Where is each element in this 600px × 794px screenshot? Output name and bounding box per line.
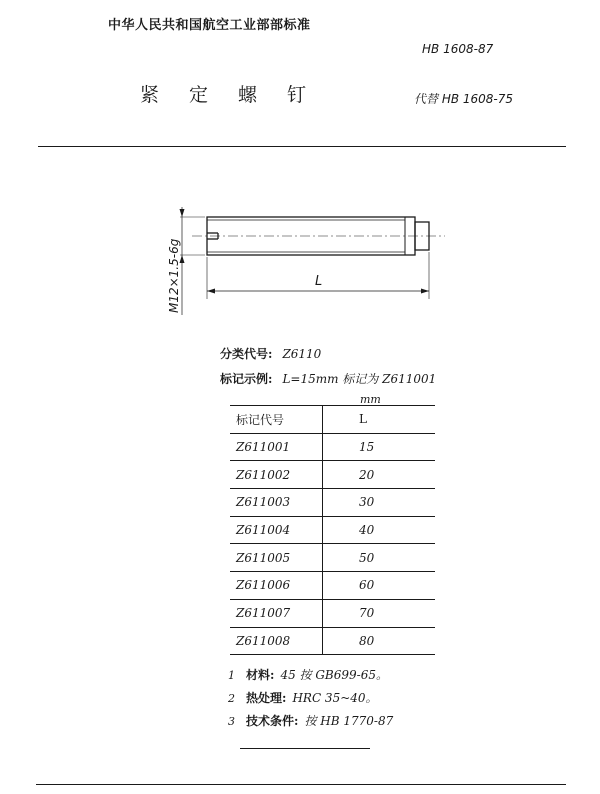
note-item: 1 材料: 45 按 GB699-65。 xyxy=(228,668,388,682)
organization-header: 中华人民共和国航空工业部部标准 xyxy=(108,18,311,33)
table-unit: mm xyxy=(360,393,381,406)
dimension-table xyxy=(230,405,435,655)
length-label: L xyxy=(315,274,323,289)
class-code-value: Z6110 xyxy=(282,347,322,361)
end-rule xyxy=(240,748,370,749)
row-length: 30 xyxy=(323,489,436,517)
header-code: 标记代号 xyxy=(230,406,323,434)
top-divider xyxy=(38,146,566,147)
table-row xyxy=(230,599,435,627)
row-code: Z611002 xyxy=(230,461,323,489)
bottom-divider xyxy=(36,784,566,785)
row-code: Z611006 xyxy=(230,572,323,600)
row-length: 80 xyxy=(323,627,436,655)
table-header-row xyxy=(230,406,435,434)
row-code: Z611003 xyxy=(230,489,323,517)
note-item: 2 热处理: HRC 35~40。 xyxy=(228,691,378,705)
table-row xyxy=(230,489,435,517)
marking-example-value: L=15mm 标记为 Z611001 xyxy=(282,372,437,386)
table-row xyxy=(230,572,435,600)
marking-example-line xyxy=(220,370,436,387)
table-row xyxy=(230,433,435,461)
header-length: L xyxy=(323,406,436,434)
row-length: 70 xyxy=(323,599,436,627)
row-length: 20 xyxy=(323,461,436,489)
row-code: Z611005 xyxy=(230,544,323,572)
set-screw-drawing xyxy=(160,205,450,325)
row-code: Z611008 xyxy=(230,627,323,655)
row-length: 60 xyxy=(323,572,436,600)
standard-number: HB 1608-87 xyxy=(422,42,494,56)
row-code: Z611001 xyxy=(230,433,323,461)
row-length: 50 xyxy=(323,544,436,572)
row-length: 15 xyxy=(323,433,436,461)
row-code: Z611007 xyxy=(230,599,323,627)
screw-body xyxy=(207,217,415,255)
thread-spec-label: M12×1.5-6g xyxy=(167,238,181,313)
class-code-label: 分类代号: xyxy=(220,347,273,361)
class-code-line xyxy=(220,345,321,362)
page-title: 紧定螺钉 xyxy=(140,84,337,106)
row-code: Z611004 xyxy=(230,516,323,544)
table-row xyxy=(230,544,435,572)
table-row xyxy=(230,516,435,544)
table-row xyxy=(230,461,435,489)
note-item: 3 技术条件: 按 HB 1770-87 xyxy=(228,714,394,728)
replaces-standard: 代替 HB 1608-75 xyxy=(414,92,514,106)
table-row xyxy=(230,627,435,655)
row-length: 40 xyxy=(323,516,436,544)
marking-example-label: 标记示例: xyxy=(220,372,273,386)
